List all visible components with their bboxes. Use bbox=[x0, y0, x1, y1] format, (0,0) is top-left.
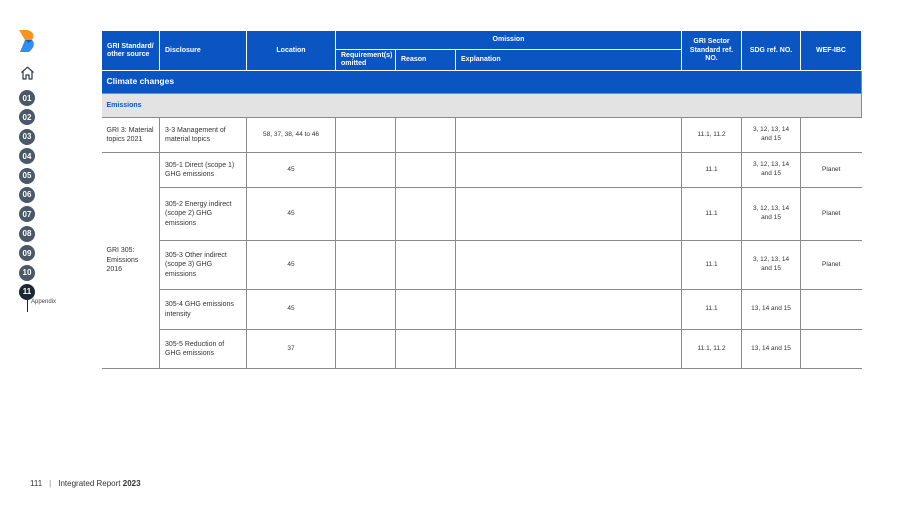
cell-wef bbox=[801, 118, 862, 153]
cell-reason bbox=[396, 188, 456, 241]
cell-wef: Planet bbox=[801, 153, 862, 188]
cell-reason bbox=[396, 153, 456, 188]
header-sdg: SDG ref. NO. bbox=[742, 31, 801, 71]
report-title: Integrated Report bbox=[58, 479, 121, 488]
cell-reason bbox=[396, 330, 456, 369]
cell-reason bbox=[396, 290, 456, 330]
cell-standard: GRI 305: Emissions 2016 bbox=[102, 153, 160, 369]
cell-sdg: 13, 14 and 15 bbox=[742, 290, 801, 330]
header-reason: Reason bbox=[396, 50, 456, 71]
header-gri-standard: GRI Standard/ other source bbox=[102, 31, 160, 71]
header-disclosure: Disclosure bbox=[160, 31, 247, 71]
appendix-link[interactable]: Appendix bbox=[31, 298, 57, 305]
chapter-11-button[interactable]: 11 bbox=[19, 284, 35, 300]
cell-disclosure: 305-5 Reduction of GHG emissions bbox=[160, 330, 247, 369]
cell-sector: 11.1 bbox=[682, 188, 742, 241]
cell-wef bbox=[801, 330, 862, 369]
cell-sdg: 3, 12, 13, 14 and 15 bbox=[742, 118, 801, 153]
cell-requirements bbox=[336, 330, 396, 369]
cell-requirements bbox=[336, 153, 396, 188]
header-location: Location bbox=[247, 31, 336, 71]
table-row bbox=[102, 153, 862, 188]
gri-table bbox=[101, 30, 862, 369]
chapter-04-button[interactable]: 04 bbox=[19, 148, 35, 164]
cell-sdg: 13, 14 and 15 bbox=[742, 330, 801, 369]
cell-sector: 11.1, 11.2 bbox=[682, 118, 742, 153]
cell-sdg: 3, 12, 13, 14 and 15 bbox=[742, 241, 801, 290]
cell-location: 45 bbox=[247, 290, 336, 330]
cell-standard: GRI 3: Material topics 2021 bbox=[102, 118, 160, 153]
cell-location: 37 bbox=[247, 330, 336, 369]
appendix-divider bbox=[27, 300, 28, 312]
table-row bbox=[102, 118, 862, 153]
cell-reason bbox=[396, 241, 456, 290]
header-requirements-omitted: Requirement(s) omitted bbox=[336, 50, 396, 71]
cell-requirements bbox=[336, 188, 396, 241]
cell-reason bbox=[396, 118, 456, 153]
table-row bbox=[102, 330, 862, 369]
cell-explanation bbox=[456, 153, 682, 188]
chapter-nav bbox=[19, 90, 79, 306]
cell-requirements bbox=[336, 118, 396, 153]
cell-sector: 11.1, 11.2 bbox=[682, 330, 742, 369]
cell-location: 58, 37, 38, 44 to 46 bbox=[247, 118, 336, 153]
cell-sdg: 3, 12, 13, 14 and 15 bbox=[742, 153, 801, 188]
cell-location: 45 bbox=[247, 153, 336, 188]
table-row bbox=[102, 241, 862, 290]
chapter-10-button[interactable]: 10 bbox=[19, 265, 35, 281]
brand-logo[interactable] bbox=[19, 30, 37, 52]
header-wef-ibc: WEF-IBC bbox=[801, 31, 862, 71]
report-year: 2023 bbox=[122, 479, 141, 488]
cell-explanation bbox=[456, 118, 682, 153]
cell-disclosure: 305-3 Other indirect (scope 3) GHG emissions bbox=[160, 241, 247, 290]
cell-requirements bbox=[336, 290, 396, 330]
section-title: Climate changes bbox=[102, 71, 862, 94]
chapter-01-button[interactable]: 01 bbox=[19, 90, 35, 106]
cell-sector: 11.1 bbox=[682, 153, 742, 188]
header-sector-standard: GRI Sector Standard ref. NO. bbox=[682, 31, 742, 71]
chapter-03-button[interactable]: 03 bbox=[19, 129, 35, 145]
cell-sdg: 3, 12, 13, 14 and 15 bbox=[742, 188, 801, 241]
chapter-11-group bbox=[19, 284, 79, 306]
cell-sector: 11.1 bbox=[682, 241, 742, 290]
cell-disclosure: 305-1 Direct (scope 1) GHG emissions bbox=[160, 153, 247, 188]
cell-wef: Planet bbox=[801, 188, 862, 241]
chapter-07-button[interactable]: 07 bbox=[19, 206, 35, 222]
cell-explanation bbox=[456, 330, 682, 369]
cell-requirements bbox=[336, 241, 396, 290]
cell-location: 45 bbox=[247, 188, 336, 241]
header-omission: Omission bbox=[336, 31, 682, 50]
table-row bbox=[102, 290, 862, 330]
gri-content-index bbox=[101, 30, 861, 369]
cell-disclosure: 305-2 Energy indirect (scope 2) GHG emissions bbox=[160, 188, 247, 241]
chapter-05-button[interactable]: 05 bbox=[19, 168, 35, 184]
chapter-08-button[interactable]: 08 bbox=[19, 226, 35, 242]
subsection-title: Emissions bbox=[102, 94, 862, 118]
cell-wef: Planet bbox=[801, 241, 862, 290]
footer-separator: | bbox=[49, 479, 52, 488]
page-footer bbox=[30, 479, 141, 488]
table-row bbox=[102, 188, 862, 241]
cell-disclosure: 3-3 Management of material topics bbox=[160, 118, 247, 153]
cell-explanation bbox=[456, 290, 682, 330]
cell-wef bbox=[801, 290, 862, 330]
chapter-02-button[interactable]: 02 bbox=[19, 109, 35, 125]
cell-explanation bbox=[456, 188, 682, 241]
chapter-06-button[interactable]: 06 bbox=[19, 187, 35, 203]
home-icon[interactable] bbox=[20, 66, 35, 80]
cell-explanation bbox=[456, 241, 682, 290]
chapter-09-button[interactable]: 09 bbox=[19, 245, 35, 261]
page-number: 111 bbox=[30, 479, 43, 488]
header-explanation: Explanation bbox=[456, 50, 682, 71]
cell-location: 45 bbox=[247, 241, 336, 290]
cell-sector: 11.1 bbox=[682, 290, 742, 330]
cell-disclosure: 305-4 GHG emissions intensity bbox=[160, 290, 247, 330]
